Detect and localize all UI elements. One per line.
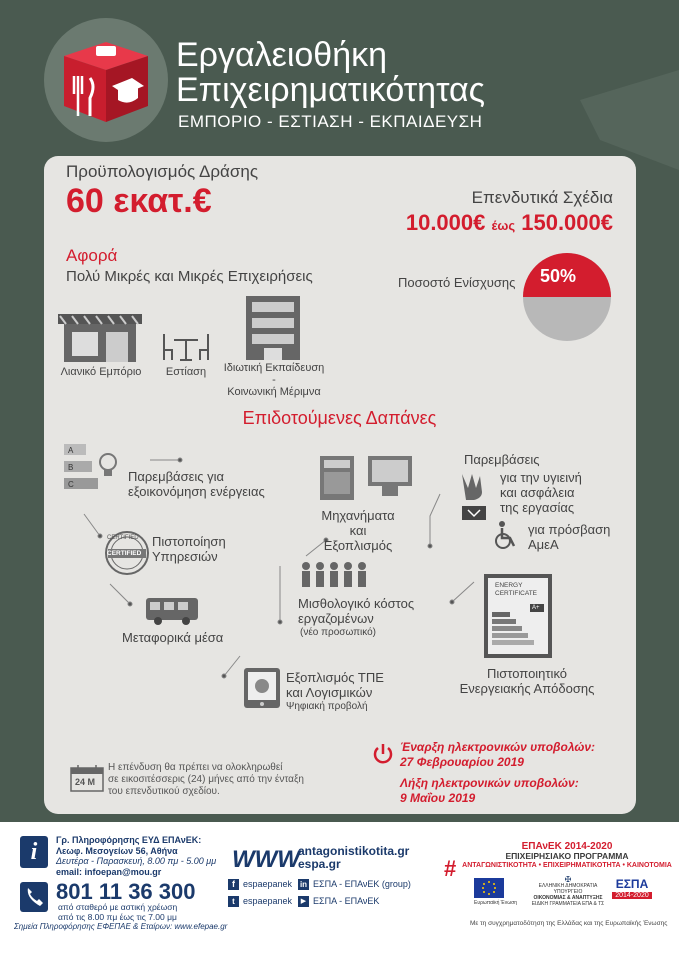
- people-icon: [298, 560, 372, 594]
- education-label-line2: Κοινωνική Μέριμνα: [227, 386, 321, 398]
- table-chairs-icon: [162, 334, 210, 362]
- energy-cert-line1: Πιστοποιητικό: [486, 666, 568, 681]
- abc-a: A: [68, 446, 74, 455]
- wheelchair-icon: [492, 520, 520, 550]
- greek-emblem-icon: ✠: [564, 875, 572, 884]
- ministry-line4: ΕΙΔΙΚΗ ΓΡΑΜΜΑΤΕΙΑ ΕΠΑ & ΤΣ: [531, 901, 605, 907]
- health-line3: της εργασίας: [500, 500, 575, 515]
- transport-label: Μεταφορικά μέσα: [122, 630, 224, 645]
- info-title: Γρ. Πληροφόρησης ΕΥΔ ΕΠΑνΕΚ:: [56, 835, 202, 845]
- deadline-line3: του επενδυτικού σχεδίου.: [108, 786, 220, 797]
- espa-text: ΕΣΠΑ: [615, 877, 649, 891]
- info-icon: i: [20, 836, 48, 868]
- support-percent: 50%: [540, 266, 577, 286]
- ict-label: [286, 670, 384, 700]
- concerns-text: Πολύ Μικρές και Μικρές Επιχειρήσεις: [66, 268, 313, 285]
- shop-icon: [58, 310, 142, 362]
- abc-c: C: [68, 480, 74, 489]
- submission-end: [400, 776, 579, 806]
- youtube-link[interactable]: ΕΣΠΑ - ΕΠΑνΕΚ: [313, 896, 380, 906]
- access-line2: ΑμεΑ: [528, 537, 559, 552]
- building-icon: [246, 296, 300, 360]
- deadline-line2: σε εικοσιτέσσερις (24) μήνες από την ένταξη: [108, 774, 304, 785]
- payroll-note: (νέο προσωπικό): [300, 627, 377, 638]
- budget-value: 60 εκατ.€: [66, 182, 212, 220]
- bus-icon: [146, 596, 202, 626]
- machines-icon: [320, 454, 412, 502]
- websites: [298, 845, 409, 871]
- start-date: 27 Φεβρουαρίου 2019: [400, 755, 524, 769]
- phone-note2: από τις 8.00 πμ έως τις 7.00 μμ: [58, 912, 177, 922]
- end-label: Λήξη ηλεκτρονικών υποβολών:: [400, 776, 579, 790]
- dining-label: Εστίαση: [165, 366, 207, 378]
- energy-save-line1: Παρεμβάσεις για: [128, 469, 225, 484]
- start-label: Έναρξη ηλεκτρονικών υποβολών:: [400, 740, 596, 754]
- info-email[interactable]: email: infoepan@mou.gr: [56, 866, 162, 877]
- espa-logo: [612, 877, 652, 899]
- title-line1: Εργαλειοθήκη: [176, 36, 388, 74]
- epanek-line1: ΕΠΙΧΕΙΡΗΣΙΑΚΟ ΠΡΟΓΡΑΜΜΑ: [505, 850, 629, 861]
- retail-label: Λιανικό Εμπόριο: [60, 366, 142, 378]
- site1-link[interactable]: antagonistikotita.gr: [298, 844, 410, 858]
- cofund-text: Με τη συγχρηματοδότηση της Ελλάδας και της Ευρωπαϊκής Ένωσης: [470, 920, 668, 927]
- epanek-line2: ΑΝΤΑΓΩΝΙΣΤΙΚΟΤΗΤΑ • ΕΠΙΧΕΙΡΗΜΑΤΙΚΟΤΗΤΑ • ΚΑΙΝΟΤΟΜΙΑ: [462, 862, 672, 869]
- gloves-icon: [458, 470, 490, 522]
- health-line1: για την υγιεινή: [500, 470, 582, 485]
- certified-stamp-top: CERTIFIED: [107, 535, 139, 541]
- phone-notes: [58, 902, 177, 922]
- energy-cert-card-rating: A+: [532, 605, 540, 611]
- concerns-heading: Αφορά: [66, 246, 118, 265]
- plans-range: [406, 210, 613, 236]
- epanek-hash-icon: #: [444, 856, 457, 881]
- support-label: Ποσοστό Ενίσχυσης: [398, 275, 516, 290]
- certified-stamp-band: CERTIFIED: [107, 550, 142, 557]
- budget-label: Προϋπολογισμός Δράσης: [66, 162, 259, 181]
- epanek-years: ΕΠΑνΕΚ 2014-2020: [521, 841, 613, 852]
- plans-from: 10.000€: [405, 210, 486, 235]
- tablet-icon: [244, 668, 280, 708]
- energy-cert-label: [452, 666, 602, 696]
- payroll-label: [298, 596, 414, 626]
- deadline-line1: Η επένδυση θα πρέπει να ολοκληρωθεί: [108, 762, 283, 773]
- calendar-months: 24 M: [75, 777, 96, 787]
- health-line2: και ασφάλεια: [500, 485, 575, 500]
- www-label: WWW: [232, 846, 300, 873]
- certification-line1: Πιστοποίηση: [152, 534, 226, 549]
- health-label: [500, 470, 582, 515]
- site2-link[interactable]: espa.gr: [298, 857, 341, 871]
- payroll-line1: Μισθολογικό κόστος: [298, 596, 415, 611]
- ministry-line1: ΕΛΛΗΝΙΚΗ ΔΗΜΟΚΡΑΤΙΑ: [538, 883, 598, 889]
- eu-flag-icon: [474, 878, 504, 898]
- eu-label: Ευρωπαϊκή Ένωση: [474, 900, 517, 906]
- info-block: [56, 835, 216, 877]
- payroll-line2: εργαζομένων: [298, 611, 374, 626]
- energy-cert-card-text: [495, 582, 537, 598]
- energy-save-label: [128, 469, 265, 499]
- access-label: [528, 522, 610, 552]
- ict-note: Ψηφιακή προβολή: [286, 701, 368, 712]
- energy-cert-card-line2: CERTIFICATE: [495, 590, 538, 597]
- facebook-link[interactable]: espaepanek: [243, 879, 293, 889]
- phone-icon: [20, 882, 48, 912]
- expenses-heading: Επιδοτούμενες Δαπάνες: [242, 408, 437, 428]
- epanek-block: [462, 842, 672, 871]
- info-hours: Δευτέρα - Παρασκευή, 8.00 πμ - 5.00 μμ: [56, 856, 217, 866]
- espa-years: 2014-2020: [612, 892, 652, 899]
- certification-label: [152, 534, 226, 564]
- plans-connector: έως: [491, 218, 516, 233]
- efepae-link[interactable]: Σημεία Πληροφόρησης ΕΦΕΠΑΕ & Εταίρων: www.efepae.gr: [14, 922, 228, 931]
- certification-line2: Υπηρεσιών: [152, 549, 218, 564]
- phone-note1: από σταθερό με αστική χρέωση: [58, 902, 178, 912]
- ministry-line3: ΟΙΚΟΝΟΜΙΑΣ & ΑΝΑΠΤΥΞΗΣ: [533, 895, 603, 901]
- ict-line2: και Λογισμικών: [286, 685, 373, 700]
- education-label: [222, 362, 326, 398]
- phone-number[interactable]: 801 11 36 300: [56, 879, 196, 904]
- deadline-text: [108, 762, 304, 798]
- energy-cert-card-line1: ENERGY: [495, 582, 523, 589]
- energy-cert-line2: Ενεργειακής Απόδοσης: [459, 681, 595, 696]
- machines-line1: Μηχανήματα: [321, 508, 395, 523]
- twitter-icon: t: [228, 896, 239, 907]
- plans-label: Επενδυτικά Σχέδια: [471, 188, 613, 207]
- energy-save-line2: εξοικονόμηση ενέργειας: [128, 484, 265, 499]
- plans-to: 150.000€: [521, 210, 613, 235]
- submission-start: [400, 740, 595, 770]
- linkedin-link[interactable]: ΕΣΠΑ - ΕΠΑνΕΚ (group): [313, 879, 411, 889]
- facebook-icon: f: [228, 879, 239, 890]
- power-icon: [372, 742, 394, 766]
- machines-line2: και Εξοπλισμός: [323, 523, 393, 553]
- toolbox-cube-icon: [60, 38, 152, 124]
- access-line1: για πρόσβαση: [528, 522, 611, 537]
- abc-b: B: [68, 463, 74, 472]
- subtitle: ΕΜΠΟΡΙΟ - ΕΣΤΙΑΣΗ - ΕΚΠΑΙΔΕΥΣΗ: [178, 112, 483, 131]
- info-address: Λεωφ. Μεσογείων 56, Αθήνα: [56, 845, 178, 856]
- ministry-line2: ΥΠΟΥΡΓΕΙΟ: [553, 889, 583, 895]
- end-date: 9 Μαΐου 2019: [400, 791, 476, 805]
- twitter-link[interactable]: espaepanek: [243, 896, 293, 906]
- linkedin-icon: in: [299, 880, 308, 889]
- machines-label: [320, 508, 396, 553]
- ministry-block: [530, 877, 606, 907]
- title-line2: Επιχειρηματικότητας: [176, 71, 486, 109]
- ict-line1: Εξοπλισμός ΤΠΕ: [286, 670, 384, 685]
- education-label-line1: Ιδιωτική Εκπαίδευση -: [223, 362, 325, 386]
- youtube-icon: ▶: [298, 896, 309, 907]
- interventions-title: Παρεμβάσεις: [464, 452, 540, 467]
